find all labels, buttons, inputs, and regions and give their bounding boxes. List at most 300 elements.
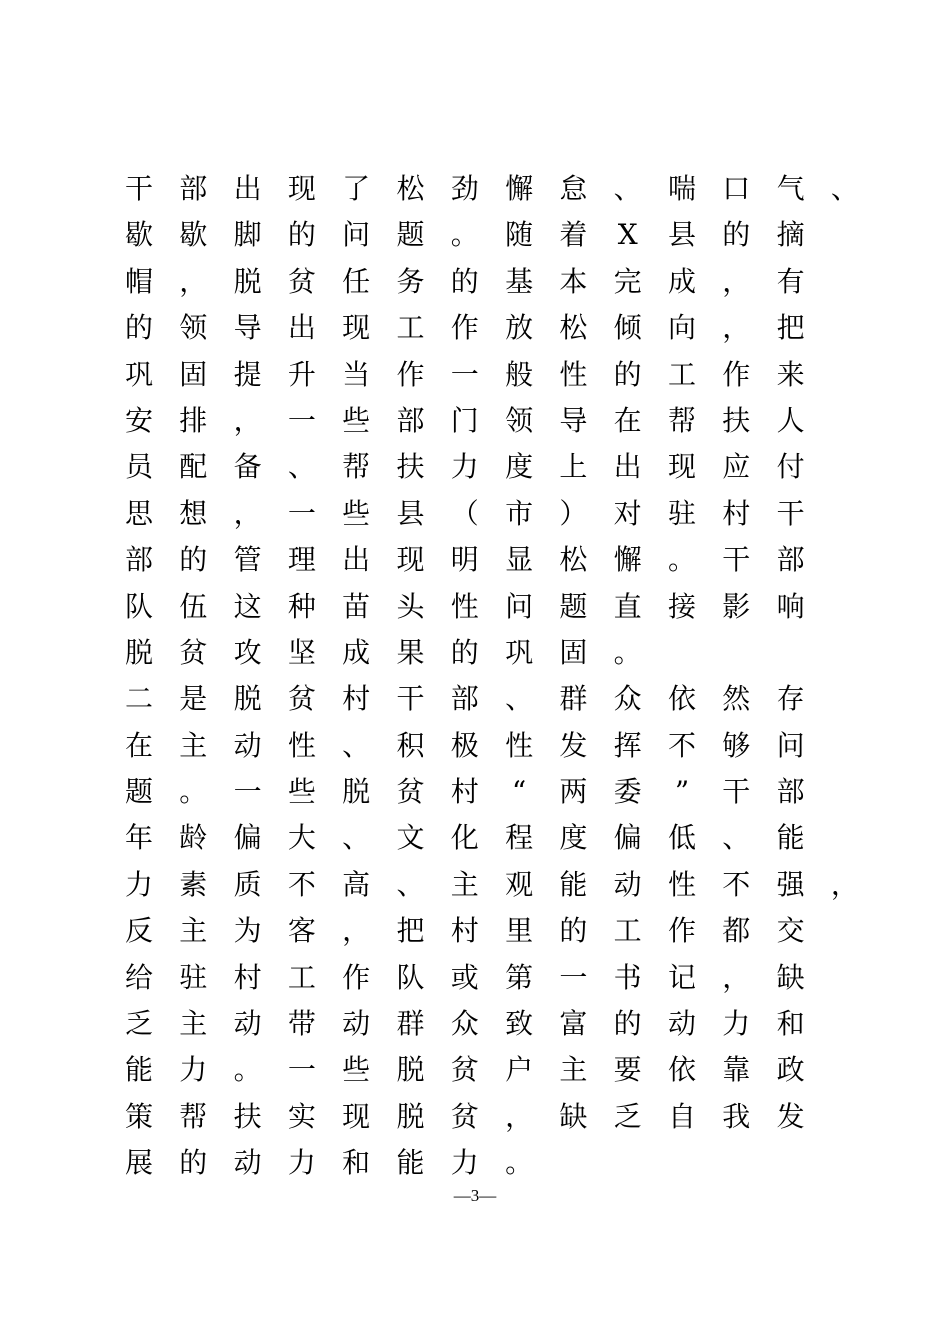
text-char: 贫 xyxy=(450,1053,479,1087)
text-char: 素 xyxy=(179,867,208,901)
text-char: 懈 xyxy=(505,172,534,205)
text-char: 村 xyxy=(342,682,371,716)
text-char: 度 xyxy=(559,821,588,855)
text-char: 依 xyxy=(667,682,696,716)
text-char: 脱 xyxy=(233,682,262,716)
text-char: 驻 xyxy=(179,960,208,994)
text-char: 观 xyxy=(505,867,534,901)
text-char: 的 xyxy=(179,1146,208,1180)
text-char: 县 xyxy=(667,218,696,252)
text-char: 主 xyxy=(179,1007,208,1041)
text-char: 显 xyxy=(505,543,534,577)
text-char: 。 xyxy=(179,775,208,809)
text-char: 苗 xyxy=(342,589,371,623)
text-char: 的 xyxy=(613,1007,642,1041)
text-char: 贫 xyxy=(287,682,316,716)
text-line xyxy=(124,955,844,1001)
text-char: 工 xyxy=(667,357,696,391)
text-char: 干 xyxy=(124,172,153,205)
text-char: 伍 xyxy=(179,589,208,623)
text-char: 怠 xyxy=(559,172,588,205)
text-char: 扶 xyxy=(396,450,425,484)
text-char: 来 xyxy=(776,357,805,391)
text-char: 固 xyxy=(559,635,588,669)
text-char: 致 xyxy=(505,1007,534,1041)
text-char: 果 xyxy=(396,635,425,669)
text-char: 干 xyxy=(722,775,751,809)
text-char: 部 xyxy=(179,172,208,205)
text-char: 接 xyxy=(667,589,696,623)
text-char: 动 xyxy=(667,1007,696,1041)
text-char: 实 xyxy=(287,1099,316,1133)
text-line xyxy=(124,1140,844,1186)
text-char: 主 xyxy=(450,867,479,901)
text-char: 力 xyxy=(179,1053,208,1087)
text-char: 摘 xyxy=(776,218,805,252)
text-char: 贫 xyxy=(396,775,425,809)
text-char: 坚 xyxy=(287,635,316,669)
text-char: 松 xyxy=(396,172,425,205)
text-char: 随 xyxy=(505,218,534,252)
text-char: 现 xyxy=(667,450,696,484)
text-char: 带 xyxy=(287,1007,316,1041)
text-char: 成 xyxy=(667,264,696,298)
text-char: 户 xyxy=(505,1053,534,1087)
text-char: 、 xyxy=(613,172,642,205)
text-char: 攻 xyxy=(233,635,262,669)
text-line xyxy=(124,398,844,444)
text-char: 出 xyxy=(342,543,371,577)
text-char: 脱 xyxy=(396,1053,425,1087)
text-char: 备 xyxy=(233,450,262,484)
text-char: 乏 xyxy=(613,1099,642,1133)
text-char: 部 xyxy=(776,775,805,809)
text-char: 性 xyxy=(450,589,479,623)
text-char: 工 xyxy=(396,311,425,345)
text-char: 作 xyxy=(450,311,479,345)
text-char: 二 xyxy=(124,682,153,716)
text-char: 导 xyxy=(233,311,262,345)
text-line xyxy=(124,212,844,258)
text-char: 题 xyxy=(396,218,425,252)
text-char: ， xyxy=(179,264,208,298)
text-char: 交 xyxy=(776,914,805,948)
text-char: 。 xyxy=(450,218,479,252)
text-char: ， xyxy=(830,867,859,901)
text-char: 要 xyxy=(613,1053,642,1087)
text-char: 给 xyxy=(124,960,153,994)
text-char: 干 xyxy=(396,682,425,716)
text-line xyxy=(124,584,844,630)
text-char: 两 xyxy=(559,775,588,809)
text-char: 、 xyxy=(342,821,371,855)
text-char: 劲 xyxy=(450,172,479,205)
text-char: 够 xyxy=(722,728,751,762)
text-char: 动 xyxy=(233,1146,262,1180)
text-char: 部 xyxy=(450,682,479,716)
text-char: ， xyxy=(233,403,262,437)
text-char: 懈 xyxy=(613,543,642,577)
text-char: 导 xyxy=(559,403,588,437)
text-char: 头 xyxy=(396,589,425,623)
text-char: 问 xyxy=(776,728,805,762)
text-char: 巩 xyxy=(505,635,534,669)
text-line xyxy=(124,259,844,305)
text-char: 管 xyxy=(233,543,262,577)
text-char: 低 xyxy=(667,821,696,855)
text-char: 付 xyxy=(776,450,805,484)
text-char: 当 xyxy=(342,357,371,391)
text-char: 作 xyxy=(396,357,425,391)
text-char: 质 xyxy=(233,867,262,901)
text-char: 脱 xyxy=(124,635,153,669)
text-char: 帮 xyxy=(342,450,371,484)
text-char: 部 xyxy=(124,543,153,577)
text-char: 强 xyxy=(776,867,805,901)
text-char: 领 xyxy=(505,403,534,437)
text-char: 脱 xyxy=(342,775,371,809)
text-char: 年 xyxy=(124,821,153,855)
text-char: 记 xyxy=(667,960,696,994)
page-number: —3— xyxy=(453,1186,497,1205)
text-char: 村 xyxy=(722,496,751,530)
text-char: 出 xyxy=(613,450,642,484)
text-char: 龄 xyxy=(179,821,208,855)
text-char: 。 xyxy=(505,1146,534,1180)
text-char: 是 xyxy=(179,682,208,716)
text-char: （ xyxy=(450,496,479,530)
text-line xyxy=(124,908,844,954)
text-char: 领 xyxy=(179,311,208,345)
text-char: 一 xyxy=(559,960,588,994)
text-char: 展 xyxy=(124,1146,153,1180)
text-char: 部 xyxy=(396,403,425,437)
text-char: 发 xyxy=(776,1099,805,1133)
text-char: 性 xyxy=(505,728,534,762)
text-char: 力 xyxy=(287,1146,316,1180)
text-char: 放 xyxy=(505,311,534,345)
text-char: 能 xyxy=(776,821,805,855)
text-char: 把 xyxy=(776,311,805,345)
text-char: 题 xyxy=(559,589,588,623)
text-char: 工 xyxy=(613,914,642,948)
text-char: 高 xyxy=(342,867,371,901)
text-line xyxy=(124,676,844,722)
text-char: 倾 xyxy=(613,311,642,345)
text-char: 提 xyxy=(233,357,262,391)
text-char: 动 xyxy=(342,1007,371,1041)
text-char: 委 xyxy=(613,775,642,809)
text-char: 作 xyxy=(722,357,751,391)
text-char: 极 xyxy=(450,728,479,762)
text-char: 、 xyxy=(287,450,316,484)
text-char: 客 xyxy=(287,914,316,948)
text-char: 直 xyxy=(613,589,642,623)
text-char: 。 xyxy=(233,1053,262,1087)
text-char: 村 xyxy=(450,914,479,948)
text-char: 理 xyxy=(287,543,316,577)
text-char: 性 xyxy=(667,867,696,901)
text-char: 了 xyxy=(342,172,371,205)
text-char: 一 xyxy=(287,496,316,530)
text-char: ” xyxy=(674,775,690,809)
text-char: 动 xyxy=(233,1007,262,1041)
text-char: 在 xyxy=(124,728,153,762)
text-char: 问 xyxy=(505,589,534,623)
text-char: 些 xyxy=(342,403,371,437)
text-char: ， xyxy=(233,496,262,530)
text-char: 的 xyxy=(287,218,316,252)
text-char: ， xyxy=(342,914,371,948)
text-char: 村 xyxy=(233,960,262,994)
text-char: 明 xyxy=(450,543,479,577)
text-char: 任 xyxy=(342,264,371,298)
text-char: 然 xyxy=(722,682,751,716)
text-char: 般 xyxy=(505,357,534,391)
text-char: 一 xyxy=(233,775,262,809)
text-char: ） xyxy=(559,496,588,530)
text-char: 脚 xyxy=(233,218,262,252)
text-char: 扶 xyxy=(722,403,751,437)
text-line xyxy=(124,166,859,212)
text-char: 不 xyxy=(287,867,316,901)
text-char: 想 xyxy=(179,496,208,530)
text-char: 自 xyxy=(667,1099,696,1133)
text-line xyxy=(124,723,844,769)
text-char: 动 xyxy=(233,728,262,762)
text-char: 帽 xyxy=(124,264,153,298)
text-char: 群 xyxy=(559,682,588,716)
text-char: 些 xyxy=(342,1053,371,1087)
text-char: 固 xyxy=(179,357,208,391)
text-char: 我 xyxy=(722,1099,751,1133)
text-char: 完 xyxy=(613,264,642,298)
text-char: 巩 xyxy=(124,357,153,391)
text-char: 影 xyxy=(722,589,751,623)
text-char: 着 xyxy=(559,218,588,252)
text-line xyxy=(124,352,844,398)
text-char: 众 xyxy=(613,682,642,716)
text-char: 的 xyxy=(559,914,588,948)
text-char: 务 xyxy=(396,264,425,298)
text-char: 、 xyxy=(505,682,534,716)
text-char: 依 xyxy=(667,1053,696,1087)
text-char: 喘 xyxy=(667,172,696,205)
text-char: 队 xyxy=(124,589,153,623)
text-char: 的 xyxy=(124,311,153,345)
text-char: 应 xyxy=(722,450,751,484)
text-char: 歇 xyxy=(179,218,208,252)
text-char: 程 xyxy=(505,821,534,855)
text-char: 乏 xyxy=(124,1007,153,1041)
text-char: 一 xyxy=(287,403,316,437)
text-char: ， xyxy=(722,311,751,345)
text-char: 众 xyxy=(450,1007,479,1041)
text-char: 不 xyxy=(722,867,751,901)
text-char: 现 xyxy=(396,543,425,577)
text-char: 都 xyxy=(722,914,751,948)
text-char: 书 xyxy=(613,960,642,994)
text-char: 门 xyxy=(450,403,479,437)
body-text xyxy=(124,166,859,1187)
text-char: 群 xyxy=(396,1007,425,1041)
text-line xyxy=(124,1047,844,1093)
text-line xyxy=(124,1001,844,1047)
text-line xyxy=(124,491,844,537)
text-char: 力 xyxy=(450,1146,479,1180)
text-char: 升 xyxy=(287,357,316,391)
text-char: 贫 xyxy=(450,1099,479,1133)
text-char: 主 xyxy=(179,728,208,762)
text-char: 思 xyxy=(124,496,153,530)
text-line xyxy=(124,444,844,490)
text-char: 里 xyxy=(505,914,534,948)
text-char: 驻 xyxy=(667,496,696,530)
text-char: 出 xyxy=(287,311,316,345)
text-char: 配 xyxy=(179,450,208,484)
text-char: 市 xyxy=(505,496,534,530)
text-line xyxy=(124,537,844,583)
text-char: 气 xyxy=(776,172,805,205)
text-char: 一 xyxy=(287,1053,316,1087)
text-char: 度 xyxy=(505,450,534,484)
text-char: 村 xyxy=(450,775,479,809)
text-char: 。 xyxy=(667,543,696,577)
text-char: 有 xyxy=(776,264,805,298)
text-char: 歇 xyxy=(124,218,153,252)
text-char: 的 xyxy=(450,635,479,669)
text-char: 基 xyxy=(505,264,534,298)
text-char: 现 xyxy=(342,1099,371,1133)
text-line xyxy=(124,862,859,908)
text-char: 存 xyxy=(776,682,805,716)
text-char: 能 xyxy=(559,867,588,901)
text-char: 主 xyxy=(559,1053,588,1087)
text-char: 松 xyxy=(559,311,588,345)
text-char: 对 xyxy=(613,496,642,530)
text-char: 策 xyxy=(124,1099,153,1133)
text-char: 干 xyxy=(776,496,805,530)
text-char: 县 xyxy=(396,496,425,530)
text-char: 本 xyxy=(559,264,588,298)
text-char: 力 xyxy=(450,450,479,484)
text-char: 主 xyxy=(179,914,208,948)
text-char: 政 xyxy=(776,1053,805,1087)
text-char: 帮 xyxy=(179,1099,208,1133)
text-char: X xyxy=(617,218,638,252)
text-char: 力 xyxy=(722,1007,751,1041)
text-char: 积 xyxy=(396,728,425,762)
text-char: 向 xyxy=(667,311,696,345)
text-char: 作 xyxy=(342,960,371,994)
text-char: 这 xyxy=(233,589,262,623)
text-char: 力 xyxy=(124,867,153,901)
text-char: 动 xyxy=(613,867,642,901)
text-char: 帮 xyxy=(667,403,696,437)
text-char: 些 xyxy=(342,496,371,530)
text-char: 成 xyxy=(342,635,371,669)
text-char: 靠 xyxy=(722,1053,751,1087)
text-char: 和 xyxy=(776,1007,805,1041)
text-char: 现 xyxy=(287,172,316,205)
text-char: 偏 xyxy=(233,821,262,855)
text-char: ， xyxy=(722,264,751,298)
text-char: 发 xyxy=(559,728,588,762)
text-char: 为 xyxy=(233,914,262,948)
text-char: 工 xyxy=(287,960,316,994)
text-char: 脱 xyxy=(396,1099,425,1133)
text-char: 贫 xyxy=(179,635,208,669)
text-char: 、 xyxy=(396,867,425,901)
text-char: “ xyxy=(511,775,527,809)
text-char: 队 xyxy=(396,960,425,994)
text-char: 、 xyxy=(830,172,859,205)
text-line xyxy=(124,1094,844,1140)
text-char: 种 xyxy=(287,589,316,623)
text-char: 大 xyxy=(287,821,316,855)
text-char: 能 xyxy=(124,1053,153,1087)
text-char: 能 xyxy=(396,1146,425,1180)
text-char: 松 xyxy=(559,543,588,577)
text-char: 脱 xyxy=(233,264,262,298)
text-char: 的 xyxy=(722,218,751,252)
text-char: 反 xyxy=(124,914,153,948)
text-char: 现 xyxy=(342,311,371,345)
text-char: 响 xyxy=(776,589,805,623)
text-char: 作 xyxy=(667,914,696,948)
text-char: 性 xyxy=(559,357,588,391)
text-char: 扶 xyxy=(233,1099,262,1133)
text-char: 问 xyxy=(342,218,371,252)
text-char: 员 xyxy=(124,450,153,484)
text-char: 上 xyxy=(559,450,588,484)
text-char: 的 xyxy=(450,264,479,298)
text-line xyxy=(124,305,844,351)
text-char: 性 xyxy=(287,728,316,762)
text-char: 人 xyxy=(776,403,805,437)
text-line xyxy=(124,630,844,676)
text-char: 、 xyxy=(722,821,751,855)
text-char: 出 xyxy=(233,172,262,205)
text-char: 。 xyxy=(613,635,642,669)
text-char: 化 xyxy=(450,821,479,855)
text-char: ， xyxy=(505,1099,534,1133)
text-char: 富 xyxy=(559,1007,588,1041)
text-char: 缺 xyxy=(559,1099,588,1133)
text-char: 在 xyxy=(613,403,642,437)
text-char: 的 xyxy=(613,357,642,391)
text-char: 些 xyxy=(287,775,316,809)
text-char: 安 xyxy=(124,403,153,437)
text-char: 偏 xyxy=(613,821,642,855)
text-char: 和 xyxy=(342,1146,371,1180)
text-char: ， xyxy=(722,960,751,994)
text-char: 文 xyxy=(396,821,425,855)
text-char: 的 xyxy=(179,543,208,577)
text-char: 干 xyxy=(722,543,751,577)
text-char: 挥 xyxy=(613,728,642,762)
text-char: 排 xyxy=(179,403,208,437)
text-char: 部 xyxy=(776,543,805,577)
text-char: 、 xyxy=(342,728,371,762)
text-char: 把 xyxy=(396,914,425,948)
text-char: 题 xyxy=(124,775,153,809)
text-char: 一 xyxy=(450,357,479,391)
text-char: 口 xyxy=(722,172,751,205)
text-char: 或 xyxy=(450,960,479,994)
text-char: 不 xyxy=(667,728,696,762)
text-line xyxy=(124,769,844,815)
